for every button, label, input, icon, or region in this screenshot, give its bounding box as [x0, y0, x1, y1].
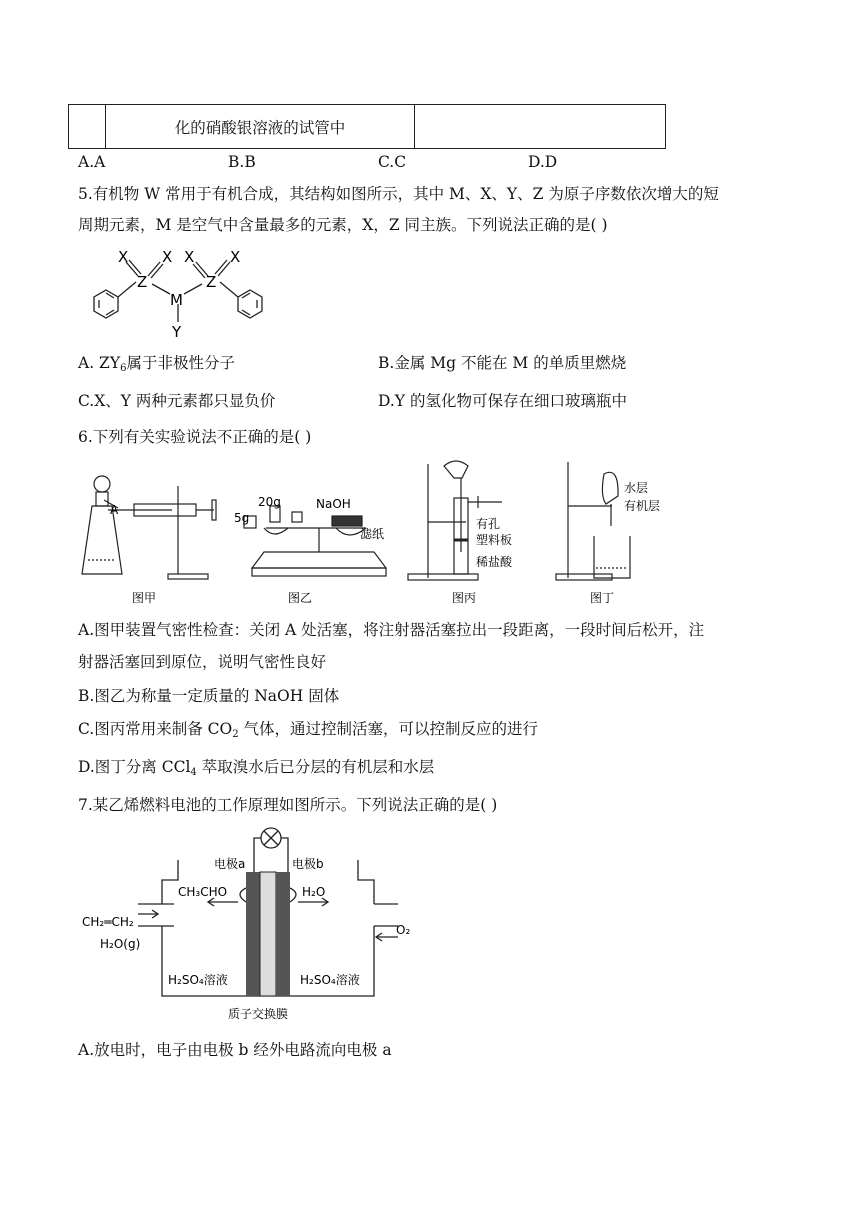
- q5-option-b: B.金属 Mg 不能在 M 的单质里燃烧: [378, 354, 627, 372]
- q5-option-c: C.X、Y 两种元素都只显负价: [78, 392, 276, 410]
- table-row: [69, 105, 666, 149]
- label-plastic-plate: 塑料板: [476, 533, 513, 547]
- label-naoh: NaOH: [316, 497, 351, 511]
- q5-option-d: D.Y 的氢化物可保存在细口玻璃瓶中: [378, 392, 627, 410]
- label-20g: 20g: [258, 495, 281, 509]
- label-water-layer: 水层: [624, 481, 649, 495]
- atom-m: M: [170, 291, 183, 309]
- table-cell: [415, 105, 666, 149]
- table-cell-text: 化的硝酸银溶液的试管中: [174, 118, 346, 137]
- label-oxygen: O₂: [396, 923, 411, 937]
- q6-option-d-sub: 4: [190, 767, 197, 778]
- label-ethylene: CH₂═CH₂: [82, 915, 134, 929]
- q6-stem: 6.下列有关实验说法不正确的是( ): [78, 428, 312, 446]
- q5-option-a-text2: 属于非极性分子: [126, 354, 235, 372]
- q5-option-a-sub: 6: [120, 363, 127, 374]
- q6-option-a-line1: A.图甲装置气密性检查：关闭 A 处活塞，将注射器活塞拉出一段距离，一段时间后松开，注: [78, 621, 705, 639]
- caption-bing: 图丙: [452, 591, 477, 605]
- q6-option-c-text2: 气体，通过控制活塞，可以控制反应的进行: [238, 720, 539, 738]
- label-proton-membrane: 质子交换膜: [228, 1007, 289, 1021]
- q4-option-b: B.B: [228, 153, 256, 171]
- atom-x: X: [184, 248, 195, 266]
- q7-fuel-cell-figure: [78, 822, 428, 1032]
- q6-option-d-text2: 萃取溴水后已分层的有机层和水层: [196, 758, 435, 776]
- q4-option-c: C.C: [378, 153, 407, 171]
- label-electrode-a: 电极a: [214, 857, 246, 871]
- label-acetaldehyde: CH₃CHO: [178, 885, 228, 899]
- label-electrode-b: 电极b: [292, 857, 324, 871]
- atom-y: Y: [172, 323, 182, 340]
- label-organic-layer: 有机层: [624, 499, 661, 513]
- atom-z: Z: [137, 273, 148, 291]
- q6-option-b: B.图乙为称量一定质量的 NaOH 固体: [78, 687, 340, 705]
- q6-apparatus-figure: [74, 456, 674, 608]
- table-cell: [106, 105, 415, 149]
- q6-option-c-sub: 2: [232, 729, 239, 740]
- caption-ding: 图丁: [590, 591, 615, 605]
- label-h2so4-left: H₂SO₄溶液: [168, 973, 228, 987]
- caption-jia: 图甲: [132, 591, 157, 605]
- q5-option-a: [78, 353, 235, 373]
- q7-stem: 7.某乙烯燃料电池的工作原理如图所示。下列说法正确的是( ): [78, 796, 498, 814]
- answer-table: [68, 104, 666, 149]
- label-h2so4-right: H₂SO₄溶液: [300, 973, 360, 987]
- label-steam: H₂O(g): [100, 937, 141, 951]
- q6-option-d: [78, 757, 434, 777]
- q6-option-c-text: C.图丙常用来制备 CO: [78, 720, 233, 738]
- q4-option-d: D.D: [528, 153, 558, 171]
- q5-structure-figure: [78, 244, 278, 340]
- atom-x: X: [118, 248, 129, 266]
- q7-option-a: A.放电时，电子由电极 b 经外电路流向电极 a: [78, 1041, 392, 1059]
- q5-option-a-text: A. ZY: [78, 354, 121, 372]
- label-water-out: H₂O: [302, 885, 326, 899]
- atom-x: X: [162, 248, 173, 266]
- q6-option-a-line2: 射器活塞回到原位，说明气密性良好: [78, 653, 327, 671]
- q5-stem-line1: 5.有机物 W 常用于有机合成，其结构如图所示，其中 M、X、Y、Z 为原子序数依次增大的短: [78, 185, 719, 203]
- table-cell: [69, 105, 106, 149]
- atom-z: Z: [206, 273, 217, 291]
- label-dilute-hcl: 稀盐酸: [476, 555, 513, 569]
- atom-x: X: [230, 248, 241, 266]
- q4-option-a: A.A: [78, 153, 106, 171]
- label-a: A: [110, 503, 119, 517]
- label-perforated: 有孔: [476, 517, 501, 531]
- q6-option-d-text: D.图丁分离 CCl: [78, 758, 191, 776]
- label-5g: 5g: [234, 511, 250, 525]
- q5-stem-line2: 周期元素，M 是空气中含量最多的元素，X，Z 同主族。下列说法正确的是( ): [78, 216, 608, 234]
- q6-option-c: [78, 719, 538, 739]
- label-filter-paper: 滤纸: [360, 527, 385, 541]
- caption-yi: 图乙: [288, 591, 313, 605]
